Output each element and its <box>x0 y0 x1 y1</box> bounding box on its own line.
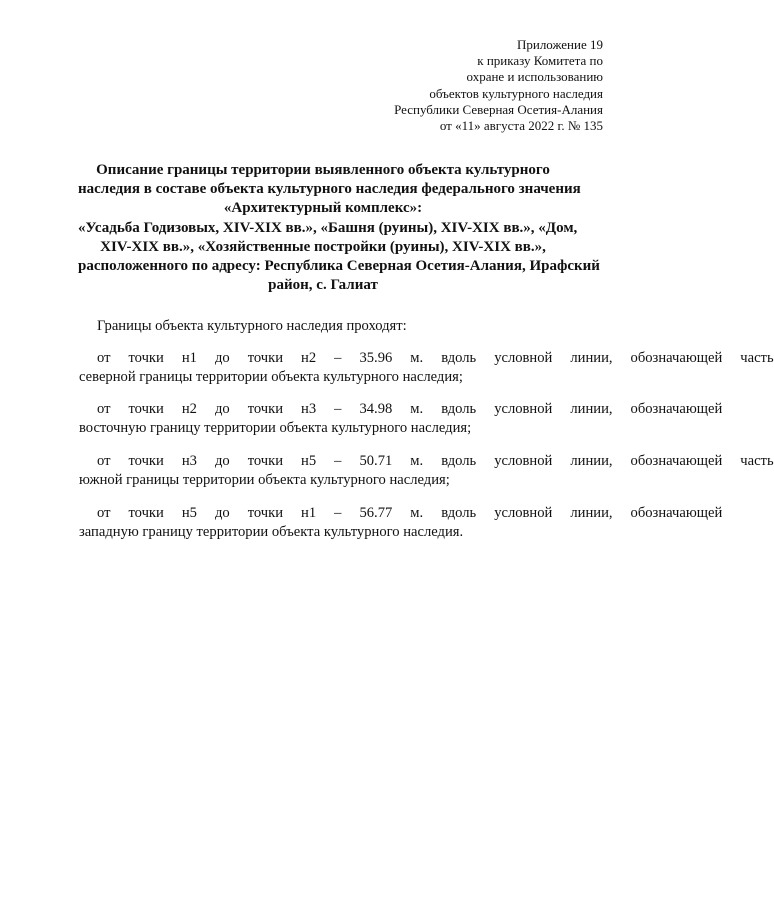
intro-text: Границы объекта культурного наследия проходят: <box>97 318 407 334</box>
paragraph-line: от точки н3 до точки н5 – 50.71 м. вдоль условной линии, обозначающей часть <box>97 453 774 469</box>
title-line: район, с. Галиат <box>268 277 378 294</box>
title-line: «Усадьба Годизовых, XIV-XIX вв.», «Башня (руины), XIV-XIX вв.», «Дом, <box>78 219 578 236</box>
boundary-paragraph <box>79 504 723 542</box>
title-line: XIV-XIX вв.», «Хозяйственные постройки (руины), XIV-XIX вв.», <box>100 238 546 255</box>
appendix-line: охране и использованию <box>466 69 603 85</box>
paragraph-line: западную границу территории объекта культурного наследия. <box>79 524 464 540</box>
paragraph-line: восточную границу территории объекта культурного наследия; <box>79 420 472 436</box>
title-line: «Архитектурный комплекс»: <box>223 200 423 217</box>
appendix-header <box>394 37 603 134</box>
appendix-line: от «11» августа 2022 г. № 135 <box>439 118 603 134</box>
boundary-paragraph <box>79 349 774 387</box>
appendix-line: к приказу Комитета по <box>477 53 603 69</box>
paragraph-line: южной границы территории объекта культурного наследия; <box>79 472 450 488</box>
appendix-line: Приложение 19 <box>516 37 603 52</box>
title-line: Описание границы территории выявленного объекта культурного <box>96 162 550 178</box>
boundary-paragraph <box>79 400 723 438</box>
paragraph-line: от точки н1 до точки н2 – 35.96 м. вдоль условной линии, обозначающей часть <box>97 350 774 366</box>
paragraph-line: от точки н5 до точки н1 – 56.77 м. вдоль условной линии, обозначающей <box>97 505 723 521</box>
document-title <box>78 161 600 295</box>
paragraph-line: от точки н2 до точки н3 – 34.98 м. вдоль условной линии, обозначающей <box>97 401 723 417</box>
appendix-line: объектов культурного наследия <box>429 85 603 101</box>
title-line: наследия в составе объекта культурного наследия федерального значения <box>78 181 581 198</box>
title-line: расположенного по адресу: Республика Северная Осетия-Алания, Ирафский <box>78 258 600 275</box>
paragraph-line: северной границы территории объекта культурного наследия; <box>79 369 463 385</box>
appendix-line: Республики Северная Осетия-Алания <box>394 101 603 117</box>
boundary-paragraph <box>79 452 774 490</box>
